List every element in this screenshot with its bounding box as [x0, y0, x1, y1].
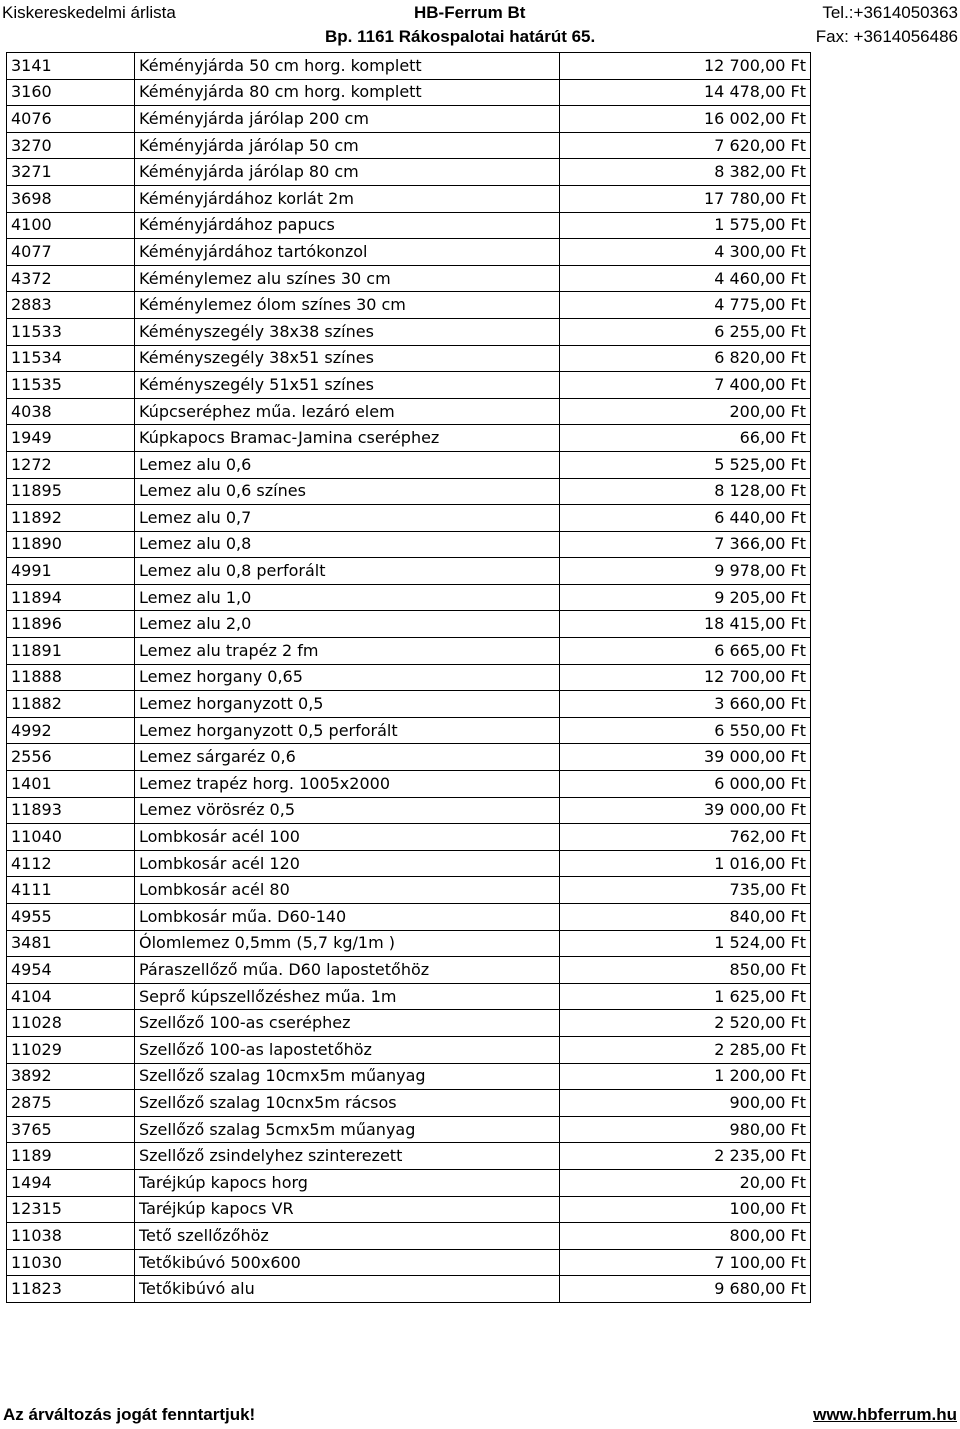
product-name: Lemez alu 2,0 — [135, 611, 560, 638]
product-name: Kéményjárda járólap 200 cm — [135, 106, 560, 133]
product-code: 3141 — [7, 53, 135, 80]
table-row — [7, 717, 811, 744]
product-name: Kéménylemez ólom színes 30 cm — [135, 292, 560, 319]
product-price: 8 382,00 Ft — [560, 159, 811, 186]
product-code: 11533 — [7, 318, 135, 345]
product-code: 3271 — [7, 159, 135, 186]
product-name: Kéményszegély 38x51 színes — [135, 345, 560, 372]
product-code: 4111 — [7, 877, 135, 904]
product-price: 7 366,00 Ft — [560, 531, 811, 558]
table-row — [7, 53, 811, 80]
product-price: 12 700,00 Ft — [560, 664, 811, 691]
table-row — [7, 691, 811, 718]
product-price: 9 680,00 Ft — [560, 1276, 811, 1303]
table-row — [7, 132, 811, 159]
product-price: 2 520,00 Ft — [560, 1010, 811, 1037]
product-code: 11534 — [7, 345, 135, 372]
table-row — [7, 824, 811, 851]
product-name: Szellőző szalag 10cnx5m rácsos — [135, 1090, 560, 1117]
table-row — [7, 1010, 811, 1037]
product-name: Szellőző zsindelyhez szinterezett — [135, 1143, 560, 1170]
product-price: 39 000,00 Ft — [560, 744, 811, 771]
table-row — [7, 584, 811, 611]
product-code: 11029 — [7, 1036, 135, 1063]
table-row — [7, 1196, 811, 1223]
product-name: Lombkosár acél 80 — [135, 877, 560, 904]
table-row — [7, 212, 811, 239]
product-price: 7 400,00 Ft — [560, 372, 811, 399]
table-row — [7, 1169, 811, 1196]
product-name: Tető szellőzőhöz — [135, 1223, 560, 1250]
product-price: 100,00 Ft — [560, 1196, 811, 1223]
table-row — [7, 531, 811, 558]
table-row — [7, 79, 811, 106]
product-price: 6 550,00 Ft — [560, 717, 811, 744]
product-price: 18 415,00 Ft — [560, 611, 811, 638]
product-name: Páraszellőző műa. D60 lapostetőhöz — [135, 957, 560, 984]
product-name: Lemez alu 0,6 — [135, 451, 560, 478]
product-code: 3765 — [7, 1116, 135, 1143]
product-price: 2 285,00 Ft — [560, 1036, 811, 1063]
product-name: Taréjkúp kapocs VR — [135, 1196, 560, 1223]
product-price: 7 100,00 Ft — [560, 1249, 811, 1276]
table-row — [7, 159, 811, 186]
table-row — [7, 478, 811, 505]
product-name: Kéményszegély 51x51 színes — [135, 372, 560, 399]
table-row — [7, 398, 811, 425]
product-code: 11893 — [7, 797, 135, 824]
product-name: Tetőkibúvó 500x600 — [135, 1249, 560, 1276]
product-price: 14 478,00 Ft — [560, 79, 811, 106]
product-price: 980,00 Ft — [560, 1116, 811, 1143]
product-price: 12 700,00 Ft — [560, 53, 811, 80]
product-name: Seprő kúpszellőzéshez műa. 1m — [135, 983, 560, 1010]
product-code: 1401 — [7, 771, 135, 798]
page-footer — [0, 1405, 960, 1427]
table-row — [7, 611, 811, 638]
price-change-notice: Az árváltozás jogát fenntartjuk! — [3, 1405, 256, 1424]
product-code: 11882 — [7, 691, 135, 718]
product-price: 3 660,00 Ft — [560, 691, 811, 718]
table-row — [7, 239, 811, 266]
product-price: 6 665,00 Ft — [560, 638, 811, 665]
product-price: 20,00 Ft — [560, 1169, 811, 1196]
product-code: 4076 — [7, 106, 135, 133]
product-code: 4112 — [7, 850, 135, 877]
product-name: Kéménylemez alu színes 30 cm — [135, 265, 560, 292]
table-row — [7, 850, 811, 877]
product-code: 4038 — [7, 398, 135, 425]
product-code: 11030 — [7, 1249, 135, 1276]
product-code: 1189 — [7, 1143, 135, 1170]
price-table-body — [7, 53, 811, 1303]
table-row — [7, 983, 811, 1010]
product-price: 7 620,00 Ft — [560, 132, 811, 159]
product-price: 1 200,00 Ft — [560, 1063, 811, 1090]
table-row — [7, 1249, 811, 1276]
product-name: Lemez horgany 0,65 — [135, 664, 560, 691]
product-code: 1494 — [7, 1169, 135, 1196]
product-code: 4992 — [7, 717, 135, 744]
table-row — [7, 744, 811, 771]
table-row — [7, 877, 811, 904]
product-code: 2556 — [7, 744, 135, 771]
table-row — [7, 1036, 811, 1063]
table-row — [7, 425, 811, 452]
table-row — [7, 957, 811, 984]
product-price: 1 575,00 Ft — [560, 212, 811, 239]
company-name: HB-Ferrum Bt — [414, 3, 526, 22]
product-code: 4372 — [7, 265, 135, 292]
product-code: 4955 — [7, 904, 135, 931]
product-price: 9 205,00 Ft — [560, 584, 811, 611]
product-price: 16 002,00 Ft — [560, 106, 811, 133]
product-name: Ólomlemez 0,5mm (5,7 kg/1m ) — [135, 930, 560, 957]
product-code: 4077 — [7, 239, 135, 266]
product-code: 4104 — [7, 983, 135, 1010]
product-price: 1 625,00 Ft — [560, 983, 811, 1010]
table-row — [7, 451, 811, 478]
table-row — [7, 345, 811, 372]
product-name: Lombkosár acél 120 — [135, 850, 560, 877]
product-price: 2 235,00 Ft — [560, 1143, 811, 1170]
product-code: 4100 — [7, 212, 135, 239]
table-row — [7, 292, 811, 319]
product-price: 8 128,00 Ft — [560, 478, 811, 505]
table-row — [7, 664, 811, 691]
product-code: 11890 — [7, 531, 135, 558]
table-row — [7, 558, 811, 585]
product-price: 17 780,00 Ft — [560, 185, 811, 212]
table-row — [7, 904, 811, 931]
table-row — [7, 318, 811, 345]
fax-number: Fax: +3614056486 — [815, 27, 958, 46]
product-code: 11896 — [7, 611, 135, 638]
product-price: 9 978,00 Ft — [560, 558, 811, 585]
product-code: 2875 — [7, 1090, 135, 1117]
table-row — [7, 185, 811, 212]
product-name: Kúpcseréphez műa. lezáró elem — [135, 398, 560, 425]
product-name: Lombkosár acél 100 — [135, 824, 560, 851]
product-price: 840,00 Ft — [560, 904, 811, 931]
product-name: Kéményjárda járólap 50 cm — [135, 132, 560, 159]
product-price: 735,00 Ft — [560, 877, 811, 904]
product-name: Kúpkapocs Bramac-Jamina cseréphez — [135, 425, 560, 452]
product-name: Lemez sárgaréz 0,6 — [135, 744, 560, 771]
product-name: Lemez alu 0,8 perforált — [135, 558, 560, 585]
product-code: 3698 — [7, 185, 135, 212]
product-price: 66,00 Ft — [560, 425, 811, 452]
product-code: 1949 — [7, 425, 135, 452]
product-name: Kéményjárdához korlát 2m — [135, 185, 560, 212]
company-address: Bp. 1161 Rákospalotai határút 65. — [325, 27, 596, 46]
product-code: 3481 — [7, 930, 135, 957]
product-price: 850,00 Ft — [560, 957, 811, 984]
table-row — [7, 771, 811, 798]
product-code: 11888 — [7, 664, 135, 691]
product-name: Taréjkúp kapocs horg — [135, 1169, 560, 1196]
website-link[interactable]: www.hbferrum.hu — [813, 1405, 957, 1424]
product-name: Lombkosár műa. D60-140 — [135, 904, 560, 931]
product-price: 5 525,00 Ft — [560, 451, 811, 478]
product-name: Szellőző szalag 5cmx5m műanyag — [135, 1116, 560, 1143]
product-price: 4 460,00 Ft — [560, 265, 811, 292]
product-price: 1 524,00 Ft — [560, 930, 811, 957]
table-row — [7, 1090, 811, 1117]
product-code: 12315 — [7, 1196, 135, 1223]
product-code: 11891 — [7, 638, 135, 665]
table-row — [7, 265, 811, 292]
product-name: Kéményjárda 50 cm horg. komplett — [135, 53, 560, 80]
product-code: 11028 — [7, 1010, 135, 1037]
table-row — [7, 505, 811, 532]
product-price: 4 775,00 Ft — [560, 292, 811, 319]
product-name: Szellőző 100-as lapostetőhöz — [135, 1036, 560, 1063]
product-code: 1272 — [7, 451, 135, 478]
product-price: 6 820,00 Ft — [560, 345, 811, 372]
product-price: 6 440,00 Ft — [560, 505, 811, 532]
price-table — [6, 52, 811, 1303]
product-name: Kéményjárdához papucs — [135, 212, 560, 239]
table-row — [7, 930, 811, 957]
product-code: 11535 — [7, 372, 135, 399]
product-name: Kéményszegély 38x38 színes — [135, 318, 560, 345]
product-name: Lemez horganyzott 0,5 perforált — [135, 717, 560, 744]
product-price: 39 000,00 Ft — [560, 797, 811, 824]
product-name: Lemez alu trapéz 2 fm — [135, 638, 560, 665]
table-row — [7, 797, 811, 824]
product-price: 6 255,00 Ft — [560, 318, 811, 345]
product-code: 11040 — [7, 824, 135, 851]
product-name: Kéményjárda 80 cm horg. komplett — [135, 79, 560, 106]
product-name: Szellőző szalag 10cmx5m műanyag — [135, 1063, 560, 1090]
product-name: Kéményjárda járólap 80 cm — [135, 159, 560, 186]
product-code: 4991 — [7, 558, 135, 585]
product-price: 1 016,00 Ft — [560, 850, 811, 877]
product-code: 11038 — [7, 1223, 135, 1250]
product-code: 2883 — [7, 292, 135, 319]
product-code: 11894 — [7, 584, 135, 611]
product-code: 3160 — [7, 79, 135, 106]
table-row — [7, 638, 811, 665]
product-code: 11892 — [7, 505, 135, 532]
product-name: Lemez alu 1,0 — [135, 584, 560, 611]
table-row — [7, 106, 811, 133]
product-code: 11823 — [7, 1276, 135, 1303]
table-row — [7, 1063, 811, 1090]
table-row — [7, 1116, 811, 1143]
table-row — [7, 1143, 811, 1170]
product-price: 6 000,00 Ft — [560, 771, 811, 798]
table-row — [7, 372, 811, 399]
product-price: 900,00 Ft — [560, 1090, 811, 1117]
product-name: Lemez trapéz horg. 1005x2000 — [135, 771, 560, 798]
product-name: Tetőkibúvó alu — [135, 1276, 560, 1303]
product-price: 200,00 Ft — [560, 398, 811, 425]
product-name: Kéményjárdához tartókonzol — [135, 239, 560, 266]
product-name: Lemez alu 0,8 — [135, 531, 560, 558]
product-price: 4 300,00 Ft — [560, 239, 811, 266]
phone-number: Tel.:+3614050363 — [822, 3, 958, 22]
product-name: Lemez alu 0,7 — [135, 505, 560, 532]
page-header — [0, 0, 960, 48]
table-row — [7, 1223, 811, 1250]
product-code: 4954 — [7, 957, 135, 984]
product-code: 11895 — [7, 478, 135, 505]
retailer-label: Kiskereskedelmi árlista — [2, 3, 176, 22]
product-name: Lemez alu 0,6 színes — [135, 478, 560, 505]
product-code: 3270 — [7, 132, 135, 159]
product-code: 3892 — [7, 1063, 135, 1090]
product-name: Szellőző 100-as cseréphez — [135, 1010, 560, 1037]
table-row — [7, 1276, 811, 1303]
product-price: 762,00 Ft — [560, 824, 811, 851]
product-price: 800,00 Ft — [560, 1223, 811, 1250]
product-name: Lemez horganyzott 0,5 — [135, 691, 560, 718]
product-name: Lemez vörösréz 0,5 — [135, 797, 560, 824]
